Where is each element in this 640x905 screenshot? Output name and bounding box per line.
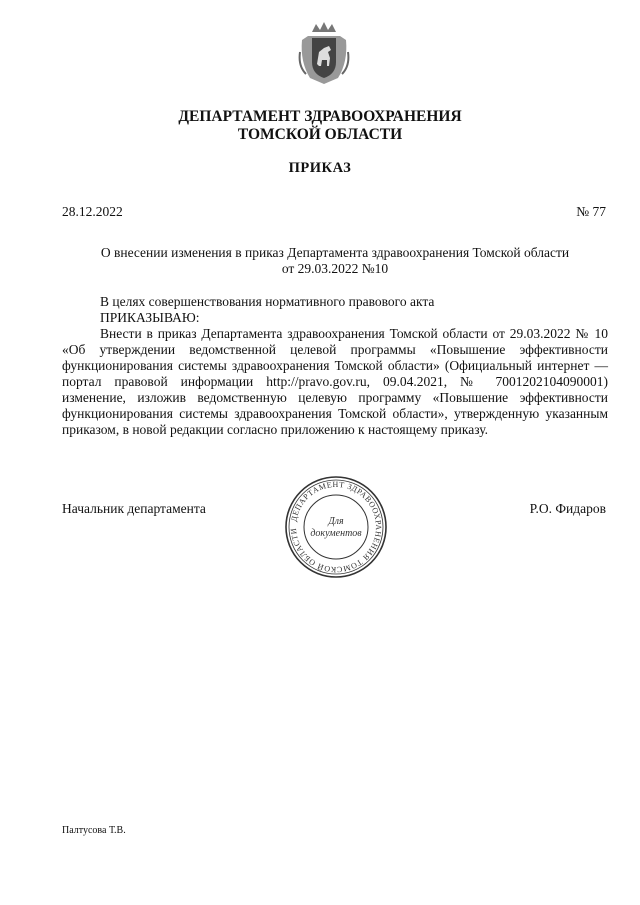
organization-title-line2: ТОМСКОЙ ОБЛАСТИ	[237, 126, 403, 143]
stamp-center-line1: Для	[328, 516, 344, 527]
document-date: 28.12.2022	[62, 204, 123, 219]
document-number: № 77	[576, 204, 606, 219]
body-main-text: Внести в приказ Департамента здравоохранения Томской области от 29.03.2022 № 10 «Об утверждении ведомственной целевой программы «Повышение эффективности функционирования системы здравоохранения Томской области» (Официальный интернет — портал правовой информации http://pravo.gov.ru, 09.04.2021, № 7001202104090001) изменение, изложив ведомственную целевую программу «Повышение эффективности функционирования системы здравоохранения Томской области», утвержденную указанным приказом, в новой редакции согласно приложению к настоящему приказу.	[62, 326, 608, 437]
body-decree: ПРИКАЗЫВАЮ:	[100, 310, 200, 325]
subject-line2: от 29.03.2022 №10	[281, 261, 389, 276]
organization-title-line1: ДЕПАРТАМЕНТ ЗДРАВООХРАНЕНИЯ	[178, 108, 462, 125]
stamp-seal	[282, 474, 390, 580]
signer-name: Р.О. Фидаров	[529, 501, 606, 516]
stamp-ring-text: ДЕПАРТАМЕНТ ЗДРАВООХРАНЕНИЯ ТОМСКОЙ ОБЛАСТИ	[288, 479, 384, 575]
coat-of-arms-icon	[298, 22, 350, 86]
organization-title	[0, 108, 640, 144]
executor-name: Палтусова Т.В.	[62, 825, 126, 836]
subject-line1: О внесении изменения в приказ Департамента здравоохранения Томской области	[100, 245, 570, 260]
document-type: ПРИКАЗ	[288, 160, 352, 176]
body-intro: В целях совершенствования нормативного правового акта	[100, 294, 435, 309]
document-subject	[62, 245, 608, 277]
signer-title: Начальник департамента	[62, 501, 206, 516]
document-body	[62, 294, 608, 438]
stamp-center-line2: документов	[310, 528, 362, 539]
